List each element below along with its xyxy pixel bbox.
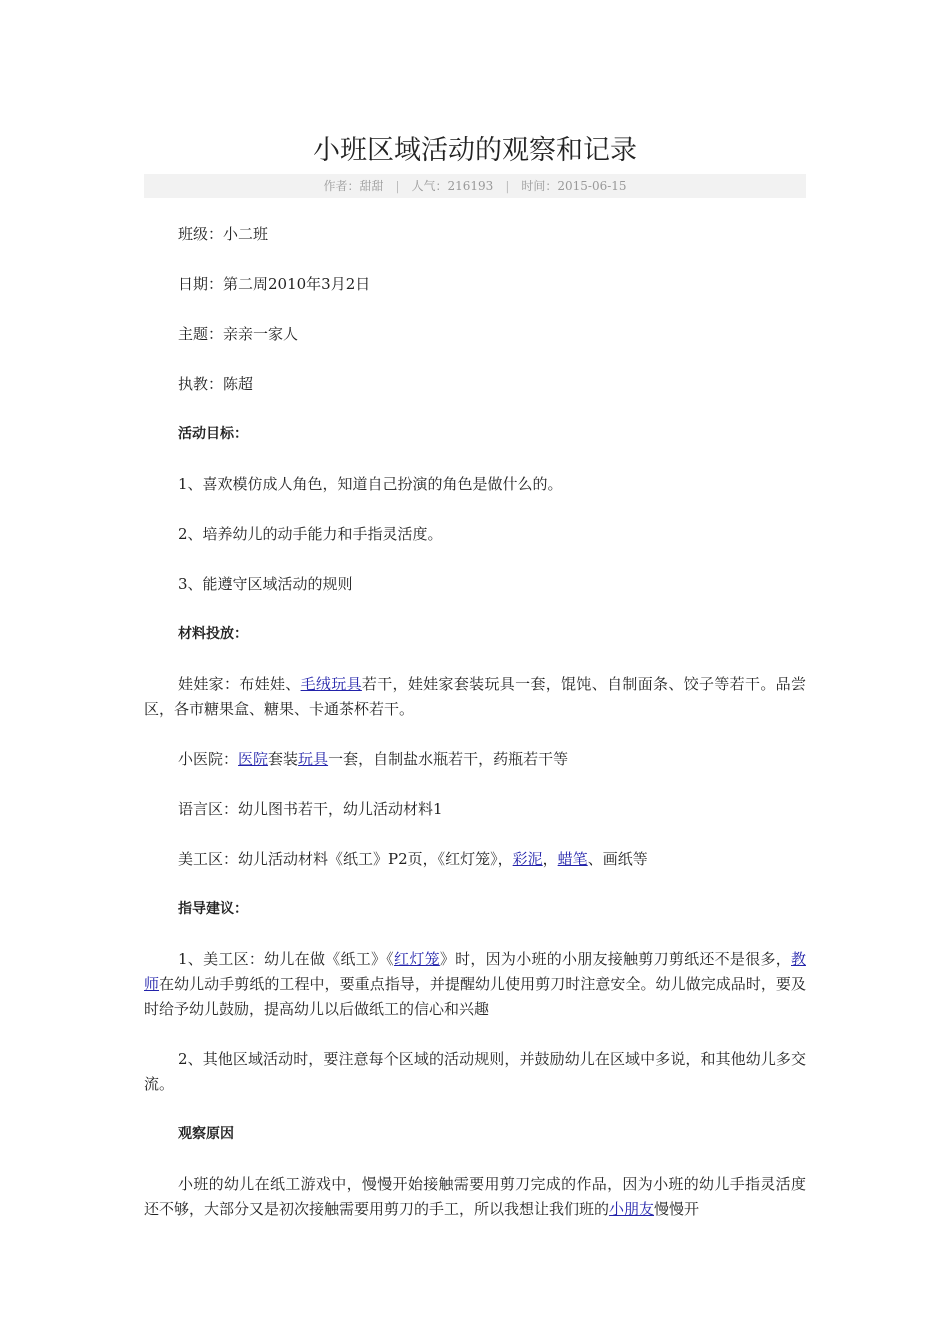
- materials-clinic: [144, 747, 806, 772]
- text-span: 娃娃家：布娃娃、: [178, 675, 301, 693]
- text-span: ，: [542, 850, 558, 868]
- goal-item: 2、培养幼儿的动手能力和手指灵活度。: [178, 525, 443, 543]
- text-span: 、画纸等: [587, 850, 648, 868]
- text-span: 慢慢开: [654, 1200, 700, 1218]
- guidance-paragraph-2: 2、其他区域活动时，要注意每个区域的活动规则，并鼓励幼儿在区域中多说，和其他幼儿多交流。: [144, 1050, 806, 1093]
- meta-separator: |: [505, 179, 510, 193]
- materials-doll-house: [144, 672, 806, 722]
- meta-time: 时间：2015-06-15: [521, 179, 627, 193]
- text-span: 小班的幼儿在纸工游戏中，慢慢开始接触需要用剪刀完成的作品，因为小班的幼儿手指灵活度还不够，大部分又是初次接触需要用剪刀的手工，所以我想让我们班的: [144, 1175, 806, 1218]
- text-span: 在幼儿动手剪纸的工程中，要重点指导，并提醒幼儿使用剪刀时注意安全。幼儿做完成品时，要及时给予幼儿鼓励，提高幼儿以后做纸工的信心和兴趣: [144, 975, 806, 1018]
- link-hospital[interactable]: 医院: [238, 750, 269, 768]
- text-span: 若干，娃娃家套装玩具一套，馄饨、自制面条、饺子等若干。品尝区，各市糖果盒、糖果、卡通茶杯若干。: [144, 675, 806, 718]
- text-span: 1、美工区：幼儿在做《纸工》《: [178, 950, 395, 968]
- link-toys[interactable]: 玩具: [298, 750, 329, 768]
- info-teacher: 执教：陈超: [178, 375, 254, 393]
- goal-item: 3、能遵守区域活动的规则: [178, 575, 353, 593]
- text-span: 美工区：幼儿活动材料《纸工》P2页，《红灯笼》，: [178, 850, 513, 868]
- link-plush-toys[interactable]: 毛绒玩具: [300, 675, 362, 693]
- info-class: 班级：小二班: [178, 225, 269, 243]
- link-teacher[interactable]: 教师: [144, 950, 806, 993]
- text-span: 》时，因为小班的小朋友接触剪刀剪纸还不是很多，: [439, 950, 791, 968]
- info-date: 日期：第二周2010年3月2日: [178, 275, 371, 293]
- materials-language: 语言区：幼儿图书若干，幼儿活动材料1: [178, 800, 443, 818]
- materials-art: [144, 847, 806, 872]
- meta-author: 作者：甜甜: [323, 179, 384, 193]
- materials-heading: 材料投放：: [178, 626, 248, 642]
- article-body: [144, 222, 806, 1247]
- article-title: 小班区域活动的观察和记录: [313, 135, 637, 166]
- link-red-lantern[interactable]: 红灯笼: [394, 950, 440, 968]
- meta-separator: |: [395, 179, 400, 193]
- observation-heading: 观察原因: [178, 1126, 234, 1142]
- link-children[interactable]: 小朋友: [609, 1200, 655, 1218]
- meta-views: 人气：216193: [411, 179, 494, 193]
- guidance-paragraph-1: [144, 947, 806, 1022]
- text-span: 套装: [268, 750, 299, 768]
- link-crayons[interactable]: 蜡笔: [557, 850, 588, 868]
- text-span: 小医院：: [178, 750, 239, 768]
- observation-paragraph-1: [144, 1172, 806, 1222]
- guidance-heading: 指导建议：: [178, 901, 248, 917]
- text-span: 一套，自制盐水瓶若干，药瓶若干等: [328, 750, 569, 768]
- article-meta-bar: [144, 174, 806, 198]
- info-theme: 主题：亲亲一家人: [178, 325, 299, 343]
- goals-heading: 活动目标：: [178, 426, 248, 442]
- goal-item: 1、喜欢模仿成人角色，知道自己扮演的角色是做什么的。: [178, 475, 563, 493]
- link-clay[interactable]: 彩泥: [512, 850, 543, 868]
